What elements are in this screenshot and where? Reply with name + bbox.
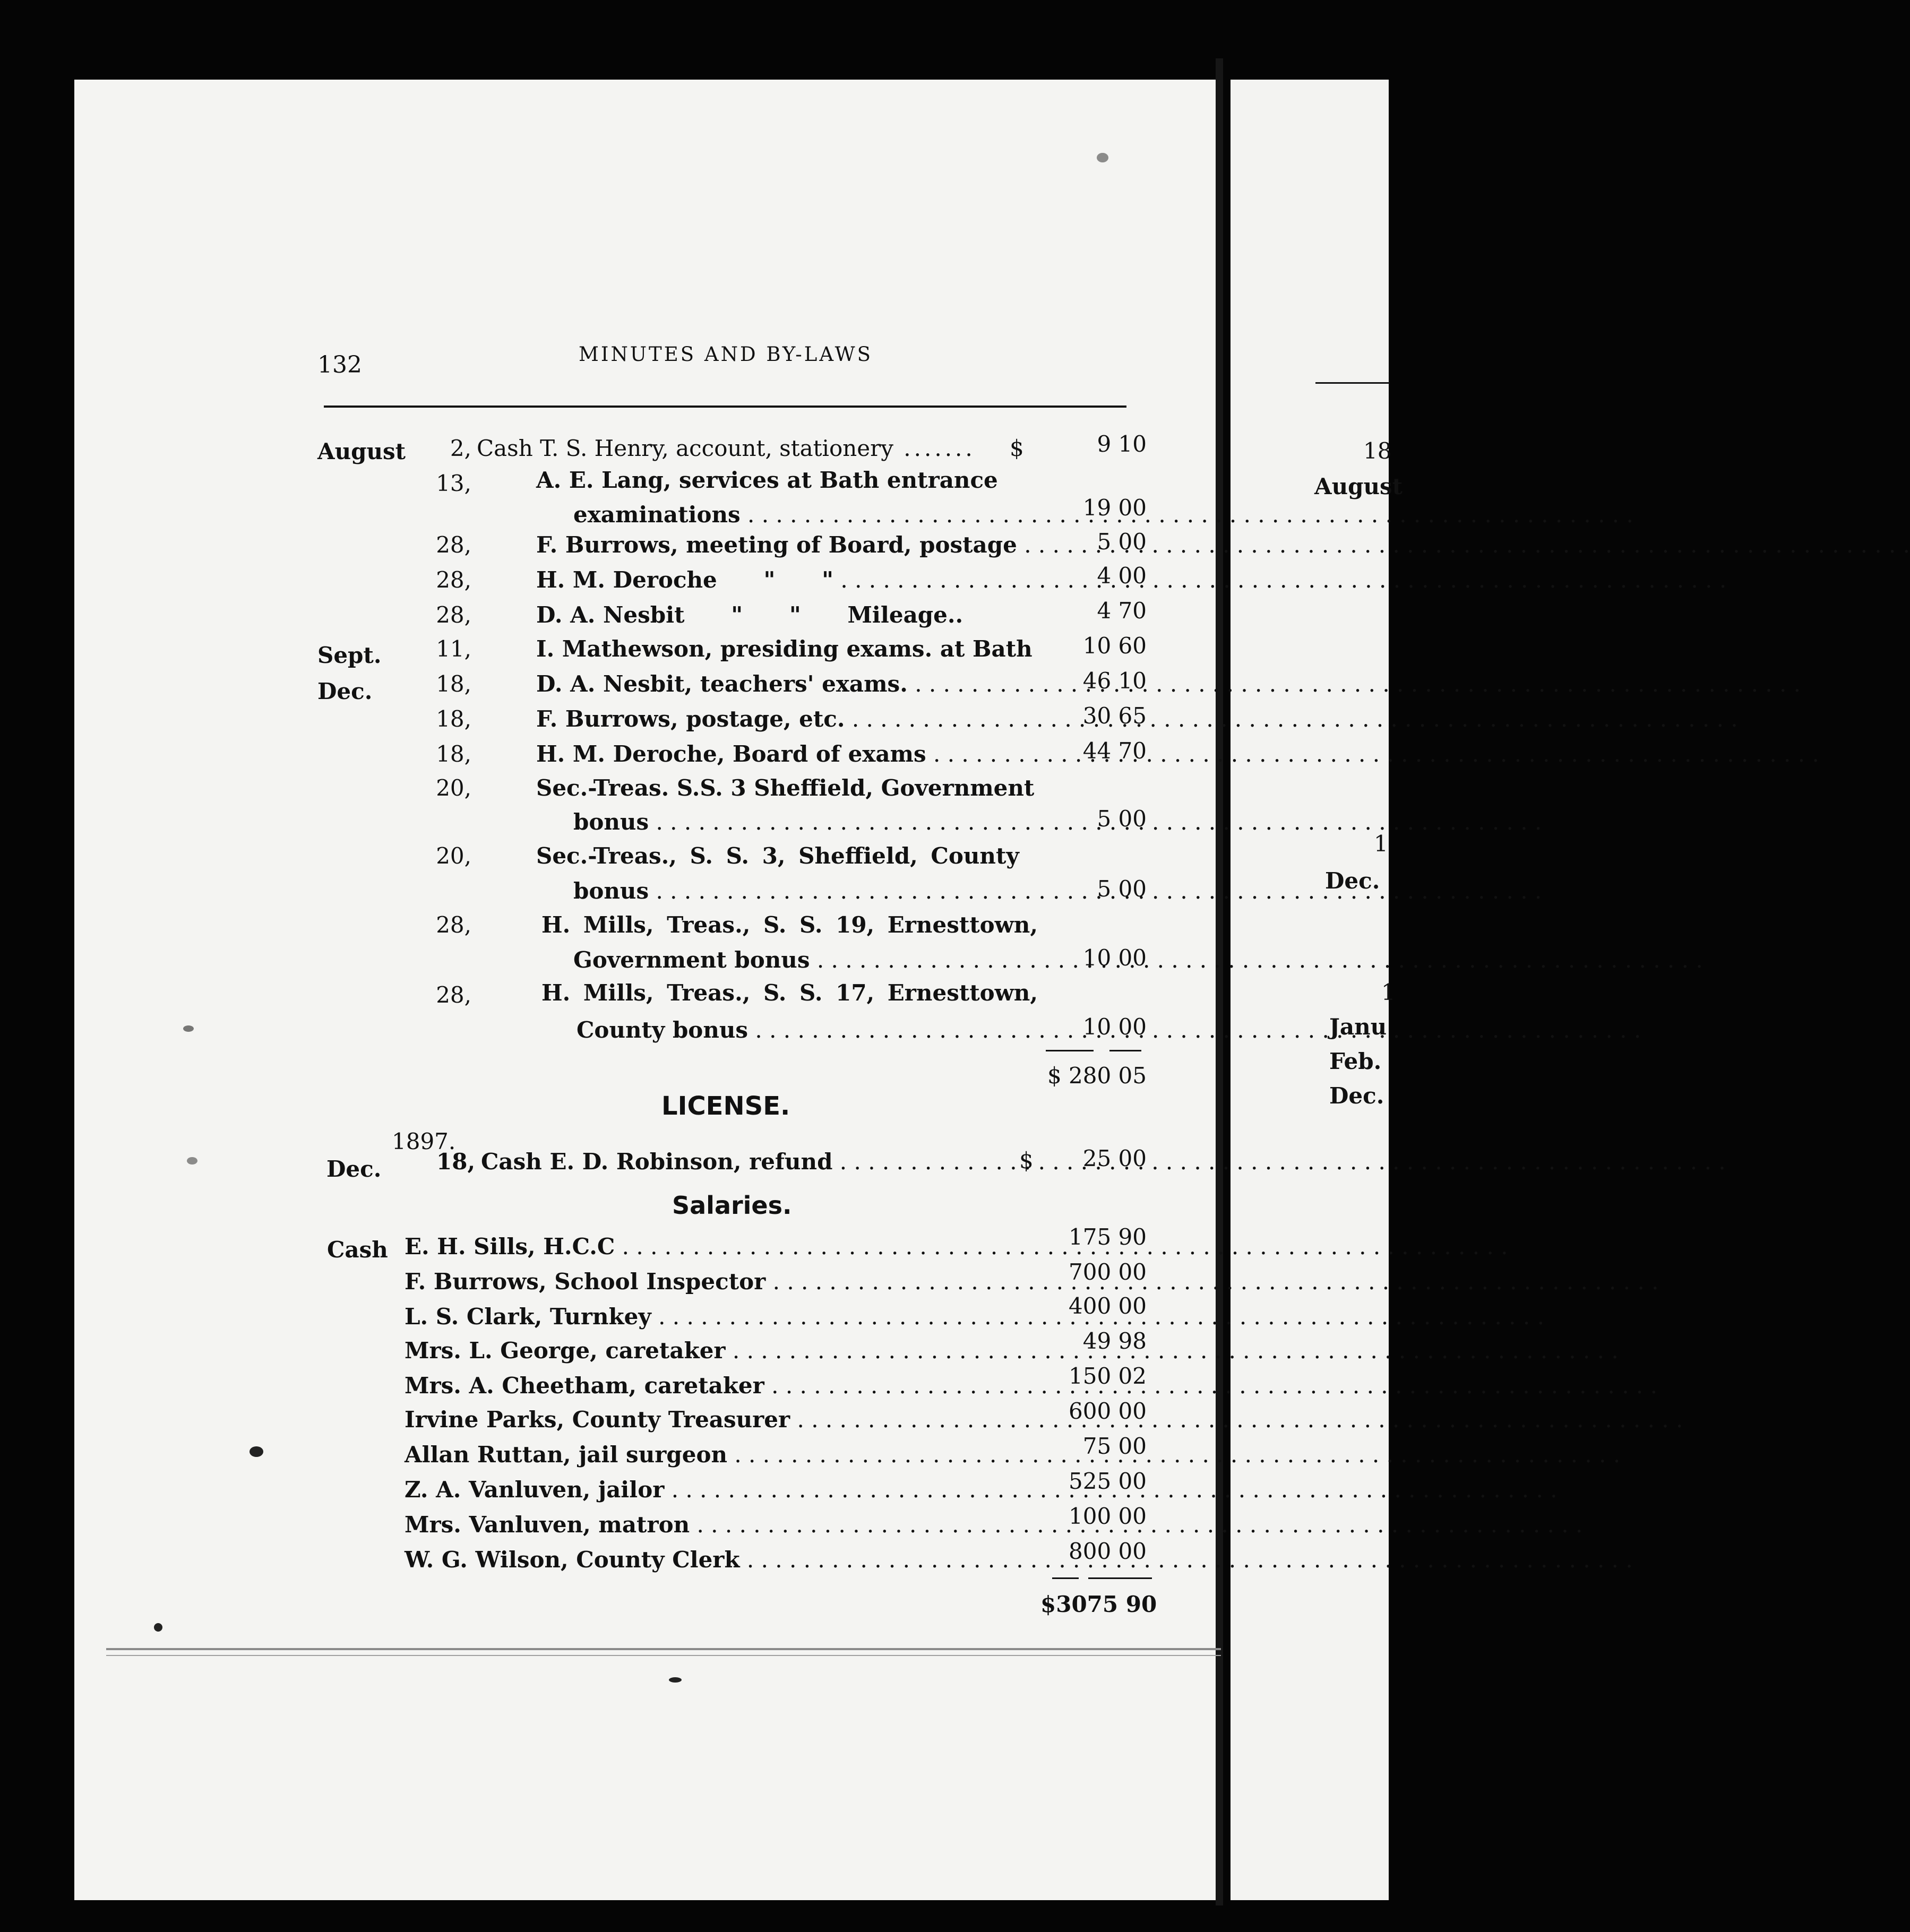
- entry-day: 28,: [436, 912, 471, 938]
- entry-description: bonus . . .: [573, 878, 1018, 904]
- entry-amount: 10 00: [1082, 1014, 1147, 1040]
- entry-description: Government bonus . . .: [573, 947, 1018, 973]
- right-fragment: Dec.: [1325, 868, 1380, 894]
- total-rule: [1109, 1050, 1141, 1051]
- salary-amount: 150 02: [1069, 1363, 1147, 1389]
- header-rule: [324, 406, 1126, 408]
- salary-name: F. Burrows, School Inspector . . .: [405, 1269, 1020, 1295]
- salary-amount: 600 00: [1069, 1398, 1147, 1424]
- scan-speck: [1097, 153, 1108, 162]
- salary-name: L. S. Clark, Turnkey . . .: [405, 1304, 1020, 1330]
- salary-amount: 175 90: [1069, 1224, 1147, 1250]
- dollar-sign: $: [1010, 435, 1024, 461]
- salary-amount: 100 00: [1069, 1503, 1147, 1529]
- entry-amount: 19 00: [1082, 495, 1147, 521]
- salary-amount: 400 00: [1069, 1293, 1147, 1319]
- right-fragment: Dec.: [1329, 1083, 1384, 1109]
- scan-speck: [187, 1157, 197, 1165]
- entry-day: 18,: [436, 671, 471, 697]
- entry-description: Sec.-Treas., S. S. 3, Sheffield, County: [536, 843, 1019, 869]
- entry-amount: 4 70: [1097, 598, 1147, 624]
- salaries-cash-label: Cash: [327, 1237, 388, 1263]
- license-amount: 25 00: [1082, 1145, 1147, 1171]
- entry-description: County bonus . . .: [577, 1017, 1021, 1043]
- entry-description: bonus . . .: [573, 809, 1018, 835]
- scan-speck: [154, 1623, 162, 1632]
- dollar-sign: $: [1019, 1148, 1034, 1174]
- entry-amount: 5 00: [1097, 806, 1147, 832]
- page-gutter: [1216, 58, 1223, 1905]
- entry-description: H. Mills, Treas., S. S. 19, Ernesttown,: [541, 912, 1038, 938]
- scan-speck: [249, 1446, 263, 1457]
- entry-description: D. A. Nesbit, teachers' exams. . . .: [536, 671, 1018, 697]
- entry-amount: 5 00: [1097, 876, 1147, 902]
- entry-day: 11,: [436, 636, 471, 662]
- right-header-rule: [1315, 382, 1390, 384]
- salary-name: W. G. Wilson, County Clerk . . .: [405, 1547, 1020, 1573]
- entry-day: 18,: [436, 741, 471, 767]
- right-page-edge: [1231, 80, 1403, 1900]
- right-fragment: 18: [1363, 438, 1392, 464]
- right-fragment: 1: [1374, 831, 1388, 857]
- entry-amount: 30 65: [1082, 703, 1147, 729]
- right-fragment: Janu: [1329, 1014, 1387, 1040]
- salary-name: E. H. Sills, H.C.C . . .: [405, 1234, 1020, 1260]
- entry-day: 28,: [436, 567, 471, 593]
- salary-name: Mrs. L. George, caretaker . . .: [405, 1338, 1020, 1364]
- entry-month: Sept.: [317, 642, 382, 668]
- page-bottom-rule: [106, 1655, 1221, 1656]
- entry-description: H. M. Deroche, Board of exams . . .: [536, 741, 1018, 767]
- entry-amount: 46 10: [1082, 668, 1147, 694]
- salary-amount: 800 00: [1069, 1538, 1147, 1564]
- page-bottom-rule: [106, 1648, 1221, 1650]
- salary-amount: 75 00: [1082, 1433, 1147, 1459]
- entry-amount: 10 00: [1082, 945, 1147, 971]
- entry-description: F. Burrows, postage, etc. . . .: [536, 706, 1018, 732]
- entry-month: Dec.: [317, 678, 373, 704]
- salaries-total: $3075 90: [1040, 1591, 1157, 1617]
- scan-speck: [183, 1025, 194, 1032]
- entry-description: I. Mathewson, presiding exams. at Bath: [536, 636, 1033, 662]
- entry-day: 20,: [436, 775, 471, 801]
- page-number: 132: [317, 351, 362, 378]
- salary-name: Mrs. A. Cheetham, caretaker . . .: [405, 1373, 1020, 1399]
- entry-day: 28,: [436, 982, 471, 1008]
- entry-day: 2,: [450, 435, 471, 461]
- license-day: 18,: [436, 1149, 476, 1175]
- entry-amount: 10 60: [1082, 633, 1147, 659]
- salary-amount: 49 98: [1082, 1328, 1147, 1354]
- salary-name: Z. A. Vanluven, jailor . . .: [405, 1477, 1020, 1503]
- entry-description: D. A. Nesbit " " Mileage..: [536, 602, 963, 628]
- entry-day: 28,: [436, 532, 471, 558]
- entry-amount: 5 00: [1097, 529, 1147, 555]
- salaries-total-rule: [1088, 1577, 1152, 1579]
- license-description: Cash E. D. Robinson, refund . . .: [481, 1149, 1017, 1175]
- entry-amount: 9 10: [1097, 431, 1147, 457]
- entry-description: Sec.-Treas. S.S. 3 Sheffield, Government: [536, 775, 1035, 801]
- salary-name: Allan Ruttan, jail surgeon . . .: [405, 1442, 1020, 1468]
- page-title: MINUTES AND BY-LAWS: [579, 343, 873, 366]
- entry-description: F. Burrows, meeting of Board, postage . . .: [536, 532, 1018, 558]
- scan-speck: [669, 1677, 682, 1683]
- entry-description: H. M. Deroche " " . . .: [536, 567, 1018, 593]
- section-total: $ 280 05: [1047, 1063, 1147, 1089]
- entry-day: 18,: [436, 706, 471, 732]
- salary-name: Mrs. Vanluven, matron . . .: [405, 1512, 1020, 1538]
- entry-day: 28,: [436, 602, 471, 628]
- salary-amount: 700 00: [1069, 1259, 1147, 1285]
- license-heading: LICENSE.: [661, 1091, 790, 1121]
- entry-description: Cash T. S. Henry, account, stationery .......: [477, 435, 976, 461]
- entry-description: H. Mills, Treas., S. S. 17, Ernesttown,: [541, 980, 1038, 1006]
- entry-description: A. E. Lang, services at Bath entrance: [536, 467, 998, 493]
- right-fragment: August: [1314, 473, 1403, 499]
- salaries-total-rule: [1052, 1577, 1079, 1579]
- entry-month: August: [317, 438, 406, 464]
- entry-day: 13,: [436, 470, 471, 496]
- entry-amount: 44 70: [1082, 738, 1147, 764]
- license-month: Dec.: [326, 1156, 382, 1182]
- salaries-heading: Salaries.: [672, 1191, 792, 1220]
- salary-amount: 525 00: [1069, 1468, 1147, 1494]
- entry-description: examinations . . .: [573, 502, 1018, 528]
- license-year: 1897.: [392, 1128, 456, 1154]
- total-rule: [1046, 1050, 1094, 1051]
- salary-name: Irvine Parks, County Treasurer . . .: [405, 1407, 1020, 1433]
- right-fragment: 1: [1381, 979, 1396, 1005]
- entry-amount: 4 00: [1097, 563, 1147, 589]
- entry-day: 20,: [436, 843, 471, 869]
- right-fragment: Feb.: [1329, 1048, 1382, 1074]
